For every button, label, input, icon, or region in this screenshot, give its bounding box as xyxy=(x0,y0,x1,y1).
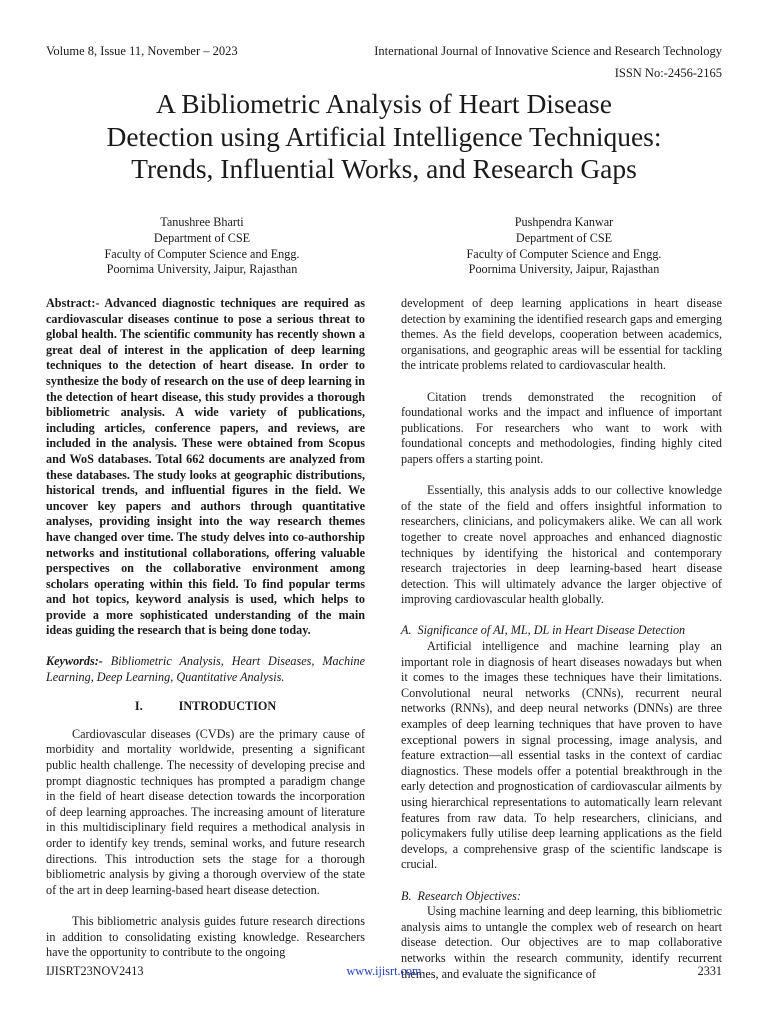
footer-page-number: 2331 xyxy=(697,964,722,978)
paragraph-continued: development of deep learning applications in heart disease detection by examining the identified research gaps and emerging themes. As the field develops, cooperation between academics, organisations, and geographic areas will be essential for tackling the intricate problems related to cardiovascular health. xyxy=(401,296,722,373)
subsection-heading-a xyxy=(401,623,722,639)
subsection-label: A. xyxy=(401,623,412,638)
paragraph-objectives: Using machine learning and deep learning, this bibliometric analysis aims to untangle the complex web of research on heart disease detection. Our objectives are to map collaborative networks within the research community, identify recurrent themes, and evaluate the significance of xyxy=(401,904,722,981)
author-faculty: Faculty of Computer Science and Engg. xyxy=(466,246,662,261)
author-block-1 xyxy=(52,215,352,278)
author-name: Tanushree Bharti xyxy=(160,215,244,229)
paragraph-citation-trends: Citation trends demonstrated the recognition of foundational works and the impact and influence of important publications. For researchers who want to work with foundational concepts and methodologies, finding highly cited papers offers a starting point. xyxy=(401,389,722,466)
section-title: INTRODUCTION xyxy=(178,699,277,714)
subsection-title: Research Objectives: xyxy=(417,888,521,903)
paper-title xyxy=(46,88,722,186)
keywords-text: Bibliometric Analysis, Heart Diseases, Machine Learning, Deep Learning, Quantitative Analysis. xyxy=(46,654,365,684)
author-university: Poornima University, Jaipur, Rajasthan xyxy=(468,262,660,277)
keywords xyxy=(46,654,365,685)
intro-paragraph-2: This bibliometric analysis guides future research directions in addition to consolidating existing knowledge. Researchers have the opportunity to contribute to the ongoing xyxy=(46,913,365,960)
footer-website-link[interactable]: www.ijisrt.com xyxy=(346,964,422,978)
section-number: I. xyxy=(134,699,143,714)
subsection-label: B. xyxy=(401,888,412,903)
paragraph-essentially: Essentially, this analysis adds to our collective knowledge of the state of the field and offers insightful information to researchers, clinicians, and policymakers alike. We can all work together to create novel approaches and enhanced diagnostic techniques by identifying the historical and contemporary research trajectories in deep learning-based heart disease detection. This will ultimately advance the larger objective of improving cardiovascular health globally. xyxy=(401,483,722,607)
intro-paragraph-1: Cardiovascular diseases (CVDs) are the primary cause of morbidity and mortality worldwide, presenting a significant public health challenge. The necessity of developing precise and prompt diagnostic techniques has prompted a paradigm change in the field of heart disease detection towards the incorporation of deep learning approaches. The increasing amount of literature in this multidisciplinary field requires a methodical analysis in order to identify key trends, seminal works, and future research directions. This introduction sets the stage for a thorough bibliometric analysis by giving a thorough overview of the state of the art in deep learning-based heart disease detection. xyxy=(46,726,365,897)
author-department: Department of CSE xyxy=(153,230,251,245)
left-column xyxy=(46,296,365,961)
author-faculty: Faculty of Computer Science and Engg. xyxy=(104,246,300,261)
abstract: Abstract:- Advanced diagnostic techniques are required as cardiovascular diseases continue to pose a serious threat to global health. The scientific community has recently shown a great deal of interest in the application of deep learning techniques to the detection of heart disease. In order to synthesize the body of research on the use of deep learning in the detection of heart disease, this study provides a thorough bibliometric analysis. A wide variety of publications, including articles, conference papers, and reviews, are included in the analysis. These were obtained from Scopus and WoS databases. Total 662 documents are analyzed from these databases. The study looks at geographic distributions, historical trends, and influential figures in the field. We uncover key papers and authors through quantitative analyses, providing insight into the way research themes have changed over time. The study delves into co-authorship networks and institutional collaborations, offering valuable perspectives on the collaborative environment among scholars operating within this field. To find popular terms and hot topics, keyword analysis is used, which helps to provide a more sophisticated understanding of the main ideas guiding the research that is being done today. xyxy=(46,296,365,638)
section-heading-introduction xyxy=(46,699,365,715)
author-university: Poornima University, Jaipur, Rajasthan xyxy=(106,262,298,277)
author-department: Department of CSE xyxy=(515,230,613,245)
keywords-label: Keywords:- xyxy=(46,654,103,669)
paragraph-significance: Artificial intelligence and machine learning play an important role in diagnosis of heart diseases nowadays but when it comes to the images these techniques have their limitations. Convolutional neural networks (CNNs), recurrent neural networks (RNNs), and deep neural networks (DNNs) are three examples of deep learning techniques that have proven to have exceptional powers in signal processing, image analysis, and feature extraction—all essential tasks in the context of cardiac diagnostics. These models offer a potential breakthrough in the early detection and prognostication of cardiovascular ailments by using hierarchical representations to automatically learn relevant features from raw data. To help researchers, clinicians, and policymakers fully utilise deep learning applications as the field develops, a comprehensive grasp of the scientific landscape is crucial. xyxy=(401,639,722,872)
paper-title-line: A Bibliometric Analysis of Heart Disease xyxy=(156,88,612,119)
subsection-heading-b xyxy=(401,889,722,905)
subsection-title: Significance of AI, ML, DL in Heart Disease Detection xyxy=(417,623,686,638)
author-block-2 xyxy=(414,215,714,278)
author-name: Pushpendra Kanwar xyxy=(514,215,614,229)
paper-title-line: Detection using Artificial Intelligence Techniques: xyxy=(106,120,662,152)
header-volume: Volume 8, Issue 11, November – 2023 xyxy=(46,44,238,58)
header-issn: ISSN No:-2456-2165 xyxy=(614,66,722,80)
footer-paper-id: IJISRT23NOV2413 xyxy=(46,964,144,978)
right-column xyxy=(401,296,722,982)
paper-title-line: Trends, Influential Works, and Research Gaps xyxy=(131,153,637,184)
header-journal: International Journal of Innovative Science and Research Technology xyxy=(374,44,722,58)
